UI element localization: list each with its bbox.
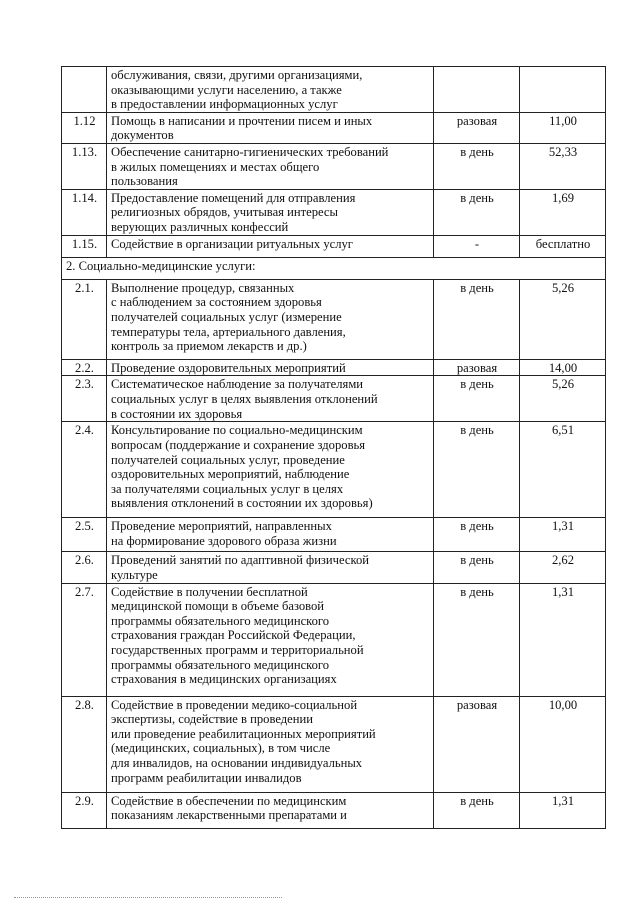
service-name-line: Проведение оздоровительных мероприятий [111, 360, 346, 375]
service-name-line: Проведений занятий по адаптивной физической [111, 553, 369, 568]
table-row [62, 359, 606, 376]
price-cell: 1,31 [520, 792, 606, 828]
unit-cell: в день [434, 143, 520, 189]
service-name [107, 279, 434, 359]
service-name-line: обслуживания, связи, другими организациями, [111, 68, 363, 82]
service-name-line: оздоровительных мероприятий, наблюдение [111, 467, 350, 482]
service-name-line: получателей социальных услуг, проведение [111, 452, 345, 467]
service-name-line: Помощь в написании и прочтении писем и иных [111, 113, 373, 128]
table-row [62, 112, 606, 143]
unit-cell: в день [434, 279, 520, 359]
service-name-line: Выполнение процедур, связанных [111, 280, 295, 295]
service-name-line: религиозных обрядов, учитывая интересы [111, 205, 338, 220]
service-name-line: медицинской помощи в объеме базовой [111, 599, 325, 614]
table-row [62, 67, 606, 113]
row-number: 2.6. [62, 552, 107, 583]
service-name-line: страхования граждан Российской Федерации, [111, 628, 356, 643]
price-cell: 1,31 [520, 583, 606, 696]
unit-cell: разовая [434, 359, 520, 376]
service-name-line: температуры тела, артериального давления, [111, 324, 346, 339]
unit-cell [434, 67, 520, 113]
service-name-line: документов [111, 128, 174, 143]
service-name-line: с наблюдением за состоянием здоровья [111, 295, 322, 310]
unit-cell: в день [434, 792, 520, 828]
row-number: 2.8. [62, 696, 107, 792]
page-bottom-rule [14, 897, 282, 898]
table-row [62, 279, 606, 359]
service-name-line: Содействие в проведении медико-социальной [111, 697, 358, 712]
service-name-line: верующих различных конфессий [111, 219, 289, 234]
service-name [107, 583, 434, 696]
service-name [107, 422, 434, 518]
row-number: 1.13. [62, 143, 107, 189]
unit-cell: в день [434, 189, 520, 235]
unit-cell: в день [434, 552, 520, 583]
service-name-line: Систематическое наблюдение за получателями [111, 377, 364, 392]
table-body [62, 67, 606, 829]
table-row [62, 583, 606, 696]
row-number: 2.7. [62, 583, 107, 696]
table-row [62, 552, 606, 583]
unit-cell: разовая [434, 112, 520, 143]
row-number: 2.4. [62, 422, 107, 518]
section-heading: 2. Социально-медицинские услуги: [62, 257, 606, 279]
service-name [107, 112, 434, 143]
service-name-line: Обеспечение санитарно-гигиенических требований [111, 144, 389, 159]
service-name-line: Предоставление помещений для отправления [111, 190, 356, 205]
service-name [107, 143, 434, 189]
service-name-line: показаниям лекарственными препаратами и [111, 808, 347, 823]
unit-cell: - [434, 235, 520, 257]
service-name [107, 792, 434, 828]
row-number: 2.9. [62, 792, 107, 828]
service-name-line: экспертизы, содействие в проведении [111, 712, 313, 727]
service-name-line: или проведение реабилитационных мероприятий [111, 726, 376, 741]
table-row [62, 696, 606, 792]
price-cell: 14,00 [520, 359, 606, 376]
service-name-line: программ реабилитации инвалидов [111, 770, 302, 785]
price-cell: 6,51 [520, 422, 606, 518]
price-cell [520, 67, 606, 113]
service-name-line: Проведение мероприятий, направленных [111, 519, 332, 534]
unit-cell: в день [434, 422, 520, 518]
row-number: 2.3. [62, 376, 107, 422]
service-name [107, 552, 434, 583]
service-name-line: (медицинских, социальных), в том числе [111, 741, 331, 756]
row-number: 1.14. [62, 189, 107, 235]
section-row [62, 257, 606, 279]
service-name-line: оказывающими услуги населению, а также [111, 82, 342, 97]
price-cell: 1,31 [520, 518, 606, 552]
service-name-line: программы обязательного медицинского [111, 657, 330, 672]
row-number: 2.5. [62, 518, 107, 552]
price-cell: 5,26 [520, 376, 606, 422]
price-cell: 52,33 [520, 143, 606, 189]
unit-cell: в день [434, 583, 520, 696]
service-name [107, 518, 434, 552]
service-name-line: культуре [111, 567, 158, 582]
service-name-line: программы обязательного медицинского [111, 613, 330, 628]
service-name-line: государственных программ и территориальной [111, 642, 364, 657]
price-cell: 2,62 [520, 552, 606, 583]
row-number: 2.1. [62, 279, 107, 359]
price-cell: 11,00 [520, 112, 606, 143]
price-cell: бесплатно [520, 235, 606, 257]
table-row [62, 376, 606, 422]
service-name [107, 235, 434, 257]
service-name-line: страхования в медицинских организациях [111, 672, 337, 687]
row-number: 1.15. [62, 235, 107, 257]
service-name-line: в предоставлении информационных услуг [111, 97, 338, 112]
service-name-line: Содействие в организации ритуальных услуг [111, 236, 353, 251]
table-row [62, 235, 606, 257]
service-name [107, 67, 434, 113]
service-name-line: пользования [111, 174, 178, 189]
table-row [62, 518, 606, 552]
service-name-line: на формирование здорового образа жизни [111, 533, 337, 548]
service-name-line: выявления отклонений в состоянии их здоровья) [111, 496, 373, 511]
price-cell: 5,26 [520, 279, 606, 359]
service-name-line: контроль за приемом лекарств и др.) [111, 339, 307, 354]
service-name-line: Содействие в получении бесплатной [111, 584, 308, 599]
price-cell: 10,00 [520, 696, 606, 792]
unit-cell: разовая [434, 696, 520, 792]
service-name-line: социальных услуг в целях выявления отклонений [111, 391, 378, 406]
service-name-line: получателей социальных услуг (измерение [111, 309, 342, 324]
service-name-line: в жилых помещениях и местах общего [111, 159, 320, 174]
service-name-line: вопросам (поддержание и сохранение здоровья [111, 437, 366, 452]
unit-cell: в день [434, 518, 520, 552]
service-name-line: Содействие в обеспечении по медицинским [111, 793, 347, 808]
row-number [62, 67, 107, 113]
service-name-line: за получателями социальных услуг в целях [111, 481, 344, 496]
row-number: 1.12 [62, 112, 107, 143]
service-name [107, 376, 434, 422]
service-name-line: Консультирование по социально-медицинским [111, 423, 363, 438]
service-name-line: для инвалидов, на основании индивидуальных [111, 755, 363, 770]
price-cell: 1,69 [520, 189, 606, 235]
service-name [107, 696, 434, 792]
table-row [62, 792, 606, 828]
table-row [62, 189, 606, 235]
service-name-line: в состоянии их здоровья [111, 406, 243, 421]
row-number: 2.2. [62, 359, 107, 376]
unit-cell: в день [434, 376, 520, 422]
services-tariff-table [61, 66, 606, 829]
table-row [62, 422, 606, 518]
service-name [107, 359, 434, 376]
table-row [62, 143, 606, 189]
service-name [107, 189, 434, 235]
